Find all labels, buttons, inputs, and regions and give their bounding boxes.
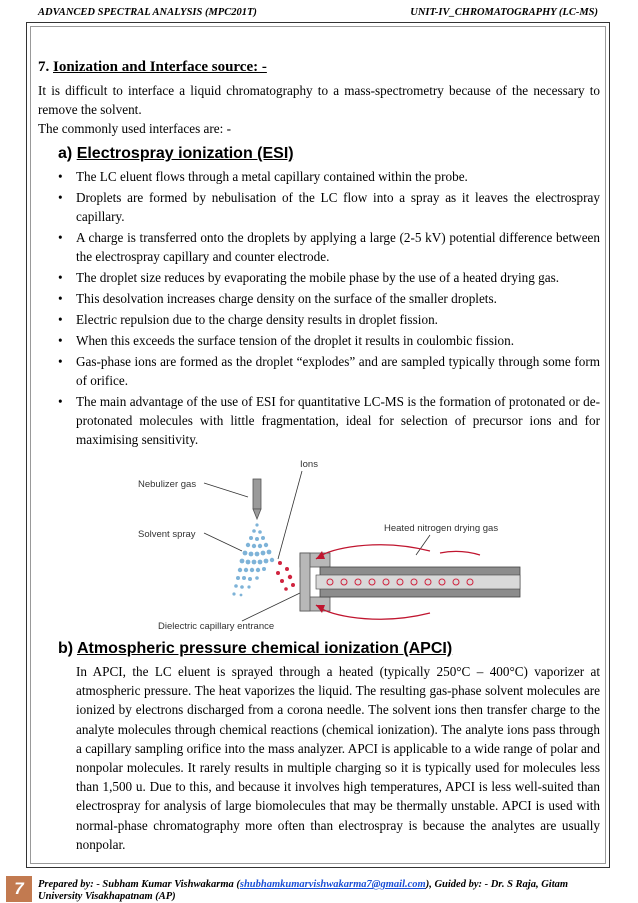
apci-heading xyxy=(58,639,600,658)
esi-heading xyxy=(58,144,600,163)
footer-prefix: Prepared by: - Subham Kumar Vishwakarma ( xyxy=(38,879,240,890)
leader-spray xyxy=(204,533,242,551)
apci-label: b) xyxy=(58,640,74,657)
list-item: • The LC eluent flows through a metal capillary contained within the probe. xyxy=(76,167,600,186)
header-unit: UNIT-IV_CHROMATOGRAPHY (LC-MS) xyxy=(410,7,598,18)
page-number: 7 xyxy=(6,876,32,902)
section-number: 7. xyxy=(38,59,50,75)
label-ions: Ions xyxy=(300,459,318,470)
apci-paragraph: In APCI, the LC eluent is sprayed through a heated (typically 250°C – 400°C) vaporizer at atmospheric pressure. The heat vaporizes the liquid. The resulting gas-phase solvent molecules are ionized by electrons discharged from a corona needle. The solvent ions then transfer charge to the analyte molecules through chemical reactions (chemical ionization). The analyte ions pass through a capillary sampling orifice into the mass analyzer. APCI is applicable to a wide range of polar and nonpolar molecules. It rarely results in multiple charging so it is typically used for molecules less than 1,500 u. Due to this, and because it involves high temperatures, APCI is less well-suited than electrospray for analysis of large biomolecules that may be thermally unstable. APCI is used with normal-phase chromatography more often than electrospray is because the analytes are usually nonpolar. xyxy=(76,664,600,852)
section-title: Ionization and Interface source: - xyxy=(53,59,267,75)
list-item: • Electric repulsion due to the charge density results in droplet fission. xyxy=(76,310,600,329)
leader-capillary xyxy=(242,593,300,621)
ion-particles xyxy=(276,561,295,591)
list-item: • A charge is transferred onto the droplets by applying a large (2-5 kV) potential difference between the electrospray capillary and counter electrode. xyxy=(76,228,600,266)
author-email-link[interactable]: shubhamkumarvishwakarma7@gmail.com xyxy=(239,879,426,890)
label-capillary-entrance: Dielectric capillary entrance xyxy=(158,621,275,632)
capillary-face xyxy=(300,553,310,611)
electrospray-needle xyxy=(253,479,261,509)
needle-tip xyxy=(253,509,261,519)
list-item: • The main advantage of the use of ESI for quantitative LC-MS is the formation of protonated or de-protonated molecules with little fragmentation, ideal for selection of precursor ions and for maximising sensitivity. xyxy=(76,392,600,449)
esi-title: Electrospray ionization (ESI) xyxy=(76,145,294,162)
list-item: • Droplets are formed by nebulisation of the LC flow into a spray as it leaves the electrospray capillary. xyxy=(76,188,600,226)
list-item: • Gas-phase ions are formed as the droplet “explodes” and are sampled typically through some form of orifice. xyxy=(76,352,600,390)
label-solvent-spray: Solvent spray xyxy=(138,529,196,540)
header-course: ADVANCED SPECTRAL ANALYSIS (MPC201T) xyxy=(38,7,257,18)
footer-suffix: ), Guided by: - Dr. S Raja, Gitam University Visakhapatnam (AP) xyxy=(38,879,569,902)
apci-title: Atmospheric pressure chemical ionization (APCI) xyxy=(76,640,453,657)
list-item: • The droplet size reduces by evaporating the mobile phase by the use of a heated drying gas. xyxy=(76,268,600,287)
intro-paragraph-2: The commonly used interfaces are: - xyxy=(38,121,231,136)
leader-nebulizer xyxy=(204,483,248,497)
section-heading xyxy=(38,58,600,77)
list-item: • This desolvation increases charge density on the surface of the smaller droplets. xyxy=(76,289,600,308)
esi-label: a) xyxy=(58,145,73,162)
spray-droplets xyxy=(232,523,274,596)
label-nebulizer-gas: Nebulizer gas xyxy=(138,479,197,490)
label-heated-gas: Heated nitrogen drying gas xyxy=(384,523,499,534)
leader-gas xyxy=(416,535,430,555)
list-item: • When this exceeds the surface tension of the droplet it results in coulombic fission. xyxy=(76,331,600,350)
page-content xyxy=(38,58,600,854)
leader-ions xyxy=(278,471,302,559)
page-footer xyxy=(38,879,598,903)
esi-diagram xyxy=(130,455,530,633)
esi-bullet-list xyxy=(38,167,600,449)
esi-diagram-svg xyxy=(130,455,530,633)
intro-paragraph: It is difficult to interface a liquid chromatography to a mass-spectrometry because of the necessary to remove the solvent. xyxy=(38,83,600,117)
